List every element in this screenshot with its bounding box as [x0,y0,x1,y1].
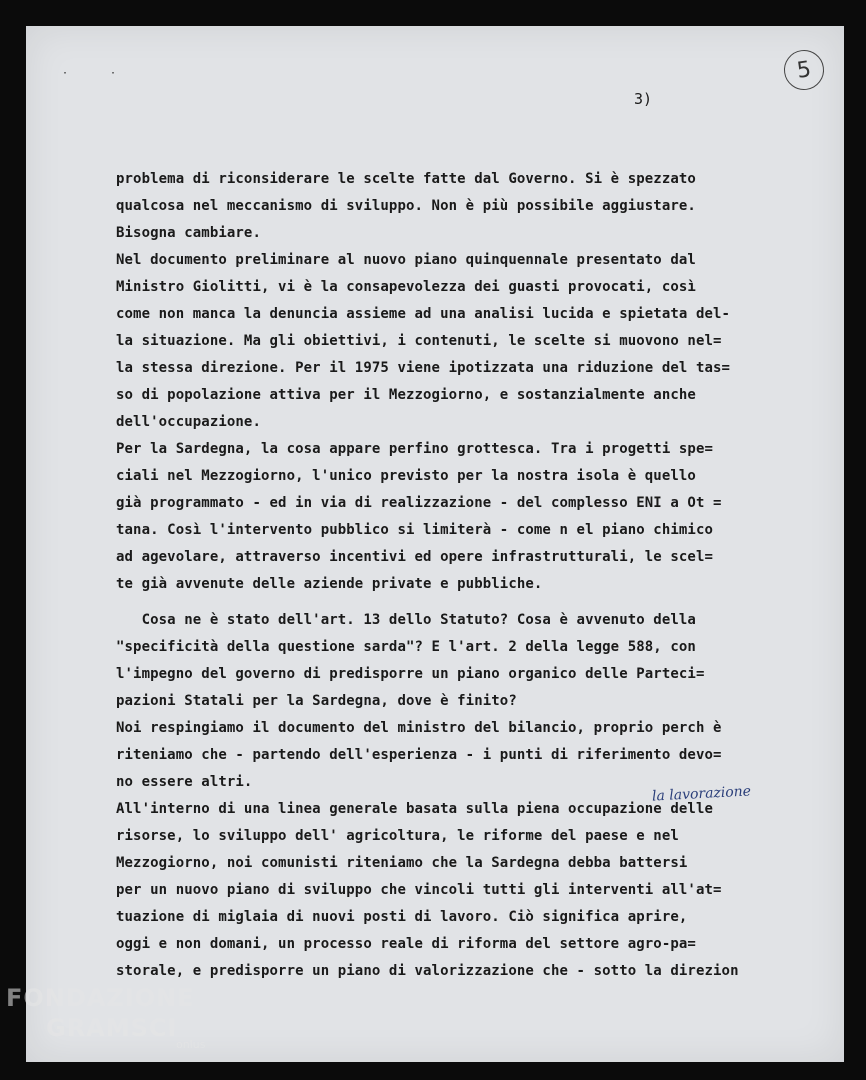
text-line: Bisogna cambiare. [116,225,261,241]
text-line: "specificità della questione sarda"? E l'art. 2 della legge 588, con [116,639,696,655]
text-line: per un nuovo piano di sviluppo che vincoli tutti gli interventi all'at= [116,882,722,898]
text-line: la stessa direzione. Per il 1975 viene ipotizzata una riduzione del tas= [116,360,731,376]
paragraph-gap [116,598,816,607]
text-line: ad agevolare, attraverso incentivi ed opere infrastrutturali, le scel= [116,549,714,565]
watermark-logo [6,984,205,1051]
text-line: come non manca la denuncia assieme ad una analisi lucida e spietata del- [116,306,731,322]
text-line: pazioni Statali per la Sardegna, dove è finito? [116,693,517,709]
typewritten-text [116,166,816,985]
text-line: tana. Così l'intervento pubblico si limiterà - come n el piano chimico [116,522,714,538]
text-line: te già avvenute delle aziende private e pubbliche. [116,576,543,592]
text-line: riteniamo che - partendo dell'esperienza - i punti di riferimento devo= [116,747,722,763]
text-line: Per la Sardegna, la cosa appare perfino grottesca. Tra i progetti spe= [116,441,714,457]
text-line: l'impegno del governo di predisporre un piano organico delle Parteci= [116,666,705,682]
text-line: Nel documento preliminare al nuovo piano quinquennale presentato dal [116,252,696,268]
watermark-line3: onlus [176,1038,206,1051]
text-line: no essere altri. [116,774,253,790]
text-line: la situazione. Ma gli obiettivi, i contenuti, le scelte si muovono nel= [116,333,722,349]
text-line: qualcosa nel meccanismo di sviluppo. Non è più possibile aggiustare. [116,198,696,214]
page-number: 3) [634,90,653,108]
text-line: storale, e predisporre un piano di valorizzazione che - sotto la direzion [116,963,739,979]
text-line: Ministro Giolitti, vi è la consapevolezza dei guasti provocati, così [116,279,696,295]
text-line: oggi e non domani, un processo reale di riforma del settore agro-pa= [116,936,696,952]
text-line: Noi respingiamo il documento del ministro del bilancio, proprio perch è [116,720,722,736]
text-line: risorse, lo sviluppo dell' agricoltura, le riforme del paese e nel [116,828,679,844]
paper-specks: · · [62,68,135,79]
text-line: già programmato - ed in via di realizzazione - del complesso ENI a Ot = [116,495,722,511]
text-line: dell'occupazione. [116,414,261,430]
text-line: Cosa ne è stato dell'art. 13 dello Statuto? Cosa è avvenuto della [116,612,696,628]
text-line: problema di riconsiderare le scelte fatte dal Governo. Si è spezzato [116,171,696,187]
text-line: All'interno di una linea generale basata sulla piena occupazione delle [116,801,714,817]
text-line: ciali nel Mezzogiorno, l'unico previsto per la nostra isola è quello [116,468,696,484]
text-line: Mezzogiorno, noi comunisti riteniamo che la Sardegna debba battersi [116,855,688,871]
circled-page-number: 5 [781,47,826,92]
text-line: tuazione di miglaia di nuovi posti di lavoro. Ciò significa aprire, [116,909,688,925]
watermark-line1: FONDAZIONE [6,984,195,1012]
watermark-line2: GRAMSCI [46,1014,178,1042]
text-line: so di popolazione attiva per il Mezzogiorno, e sostanzialmente anche [116,387,696,403]
handwritten-annotation: la lavorazione [651,783,752,805]
